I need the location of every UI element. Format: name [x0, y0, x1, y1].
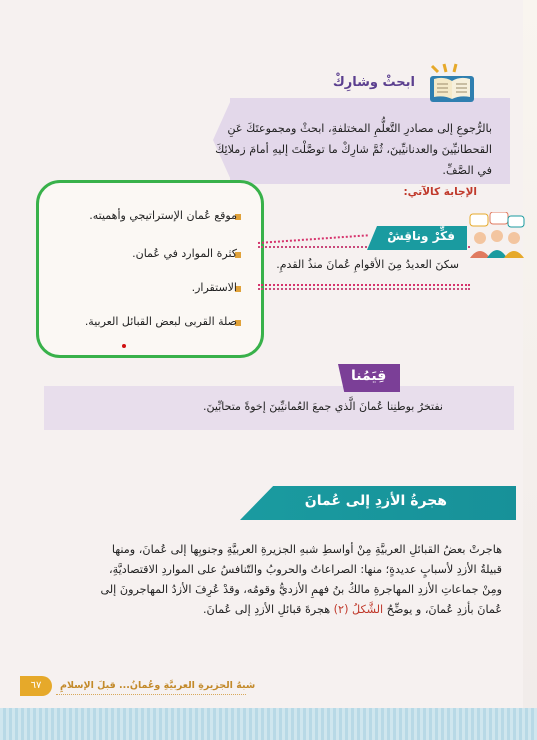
connector-dots: [258, 284, 470, 286]
answer-title: الإجابة كالآتي:: [403, 186, 477, 198]
research-line: القحطانيِّينَ والعدنانيِّينَ، ثُمَّ شارِكْ ما توصَّلْتَ إليهِ أمامَ زملائِكَ: [215, 143, 492, 156]
values-title: قِيَمُنا: [351, 368, 387, 384]
migration-line-part: عُمانَ بأزدِ عُمانَ، و يوضِّحُ: [383, 603, 502, 616]
open-book-icon: [424, 62, 480, 106]
research-header: [330, 62, 480, 106]
migration-line: ومِنْ جماعاتِ الأزدِ المهاجرةِ مالكُ بنُ فهمِ الأزديُّ وقومُه، وقدْ عُرِفَ الأزدُ المهاجرونَ إلى: [100, 583, 502, 596]
research-line: في الصَّفِّ.: [442, 164, 492, 177]
page-edge: [523, 0, 537, 708]
answer-box: [36, 180, 264, 358]
migration-text: [40, 540, 502, 620]
migration-line-part: هجرةَ قبائلِ الأزدِ إلى عُمانَ.: [202, 603, 334, 616]
research-text: [40, 118, 492, 181]
values-text: نفتخرُ بوطنِنا عُمانَ الَّذي جمعَ العُمانيِّينَ إخوةً متحابِّينَ.: [203, 400, 443, 413]
research-title: ابحثْ وشارِكْ: [332, 75, 415, 90]
answer-item: الاستقرار.: [191, 281, 237, 294]
research-line: بالرُّجوعِ إلى مصادرِ التَّعلُّمِ المختلفةِ، ابحثْ ومجموعتَكَ عَنِ: [227, 122, 492, 135]
answer-item: كثرة الموارد في عُمان.: [132, 247, 237, 260]
think-text: سكنَ العديدُ مِنَ الأقوامِ عُمانَ منذُ القدمِ.: [276, 258, 459, 271]
migration-title: هجرةُ الأزدِ إلى عُمانَ: [304, 493, 447, 509]
answer-item: موقع عُمان الإستراتيجي وأهميته.: [89, 209, 237, 222]
answer-item: صلة القربى لبعض القبائل العربية.: [84, 315, 237, 328]
bottom-strip: [0, 708, 537, 740]
footer-title: شبهُ الجزيرةِ العربيَّةِ وعُمانُ... قبلَ الإسلامِ: [60, 680, 256, 691]
red-mark: [122, 344, 126, 348]
migration-line: هاجرتْ بعضُ القبائلِ العربيَّةِ مِنْ أواسطِ شبهِ الجزيرةِ العربيَّةِ وجنوبِها إلى عُمانَ، ومنها: [111, 543, 502, 556]
discussion-people-icon: [466, 212, 528, 260]
figure-reference: الشَّكلُ (٢): [333, 603, 384, 616]
footer-divider: [56, 694, 246, 695]
page-number: ٦٧: [20, 676, 52, 696]
migration-line: [40, 600, 502, 620]
migration-line: قبيلةُ الأزدِ لأسبابٍ عديدةٍ؛ منها: الصراعاتُ والحروبُ والتّنافسُ على المواردِ الاقتصاديَّةِ،: [108, 563, 502, 576]
think-title: فكِّرْ وناقِشْ: [387, 229, 455, 243]
